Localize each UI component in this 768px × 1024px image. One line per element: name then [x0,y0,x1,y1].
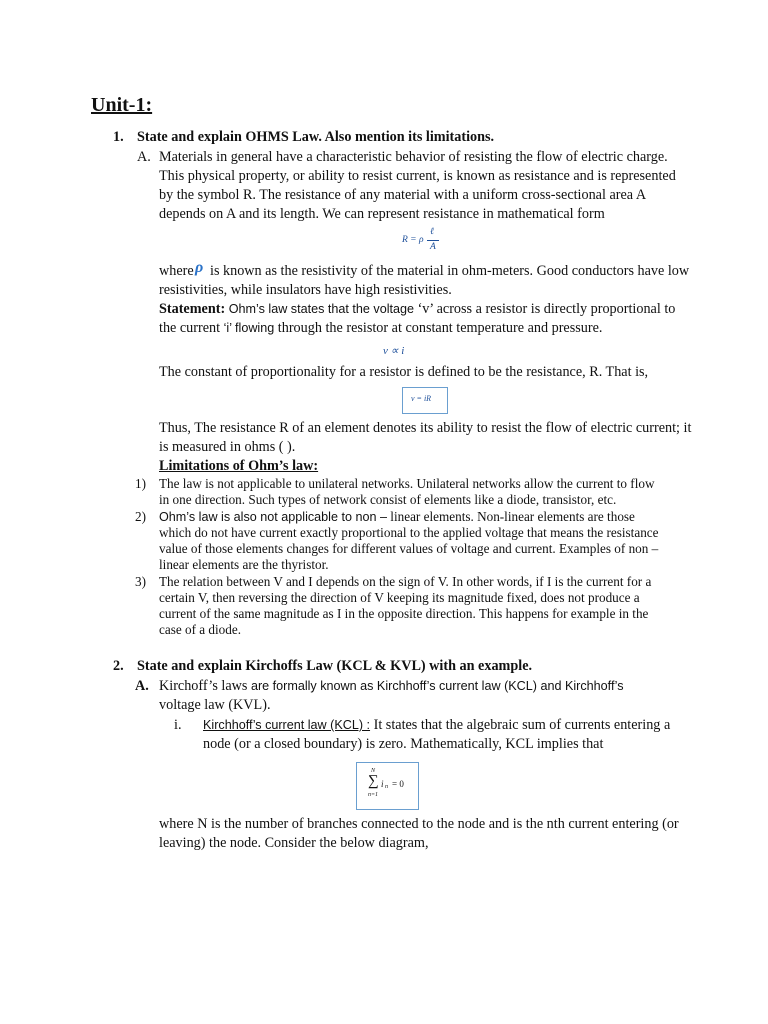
q1-para1-line: by the symbol R. The resistance of any material with a uniform cross-sectional area A [159,187,647,203]
sum-lower-limit: n=1 [368,792,379,798]
resistance-equation-numerator: ℓ [430,227,434,237]
sum-symbol: ∑ [368,773,379,789]
limitation-line: in one direction. Such types of network consist of elements like a diode, transistor, etc. [159,492,617,507]
kcl-sub-marker: i. [174,717,182,733]
limitation-line: current of the same magnitude as I in the opposite direction. This happens for example in the [159,606,649,621]
limitation-2-sans: Ohm’s law is also not applicable to non – [159,510,387,524]
limitation-line: case of a diode. [159,622,242,637]
kcl-text: It states that the algebraic sum of currents entering a [373,717,671,733]
q2-intro-sans: are formally known as Kirchhoff’s current law (KCL) and Kirchhoff’s [250,679,624,693]
limitation-line: certain V, then reversing the direction of V keeping its magnitude fixed, does not produce a [159,590,640,605]
sum-upper-limit: N [371,768,376,774]
limitation-line [159,509,635,525]
q2-intro-serif: Kirchoff’s laws [159,678,248,694]
limitation-line: value of those elements changes for different values of voltage and current. Examples of non – [159,541,659,556]
q2-intro-line2: voltage law (KVL). [159,697,271,713]
statement-sans-part: Ohm’s law states that the voltage [228,302,415,316]
kcl-line1 [203,716,670,735]
limitation-line: linear elements are the thyristor. [159,557,329,572]
limitation-2-serif: linear elements. Non-linear elements are those [390,509,635,524]
fraction-bar [427,240,439,241]
sum-term-subscript: n [385,784,388,790]
where-text-line: leaving) the node. Consider the below diagram, [159,835,429,851]
q2-title: State and explain Kirchoffs Law (KCL & KVL) with an example. [137,658,533,674]
sum-term: i [381,779,384,789]
limitation-line: which do not have current exactly proportional to the applied voltage that means the resistance [159,525,659,540]
limitations-heading: Limitations of Ohm’s law: [159,458,319,474]
statement-line2-a: the current [159,320,221,336]
statement-line2 [159,319,602,338]
q2-number: 2. [113,658,124,674]
limitation-line: The relation between V and I depends on the sign of V. In other words, if I is the current for a [159,574,652,589]
where-text-line: where N is the number of branches connected to the node and is the nth current entering (or [159,816,679,832]
rho-text-before: where [159,263,194,279]
q1-para1-line: This physical property, or ability to resist current, is known as resistance and is represented [159,168,676,184]
rho-text-line2: resistivities, while insulators have high resistivities. [159,282,452,298]
statement-label: Statement: [159,301,226,317]
resistance-equation-denominator: A [430,242,436,252]
q1-answer-marker: A. [137,149,151,165]
q2-intro-line1 [159,677,624,696]
q1-para1-line: depends on A and its length. We can represent resistance in mathematical form [159,206,605,222]
limitation-line: The law is not applicable to unilateral networks. Unilateral networks allow the current to flow [159,476,655,491]
unit-title: Unit-1: [91,94,153,116]
constant-text: The constant of proportionality for a resistor is defined to be the resistance, R. That is, [159,364,649,380]
statement-serif-part: ‘v’ across a resistor is directly proportional to [417,301,676,317]
statement-line2-b: through the resistor at constant temperature and pressure. [277,320,603,336]
statement-line2-sans: ‘i’ flowing [223,321,275,335]
ohms-law-equation: v = iR [411,394,432,403]
q1-number: 1. [113,129,124,145]
q1-para1-line: Materials in general have a characteristic behavior of resisting the flow of electric charge. [159,149,668,165]
sum-rhs: = 0 [392,779,404,789]
limitation-number: 2) [135,509,146,524]
rho-symbol: ρ [195,259,204,276]
statement-line1 [159,300,675,319]
thus-text-line: is measured in ohms ( ). [159,439,296,455]
q2-answer-marker: A. [135,678,149,694]
kcl-line2: node (or a closed boundary) is zero. Mathematically, KCL implies that [203,736,604,752]
rho-text-after: is known as the resistivity of the material in ohm-meters. Good conductors have low [210,263,690,279]
thus-text-line: Thus, The resistance R of an element denotes its ability to resist the flow of electric current; it [159,420,692,436]
limitation-number: 3) [135,574,146,589]
resistance-equation-lhs: R = ρ [402,235,424,245]
limitation-number: 1) [135,476,146,491]
kcl-heading: Kirchhoff’s current law (KCL) : [203,718,371,732]
q1-title: State and explain OHMS Law. Also mention its limitations. [137,129,495,145]
proportionality-equation: v ∝ i [383,345,405,357]
